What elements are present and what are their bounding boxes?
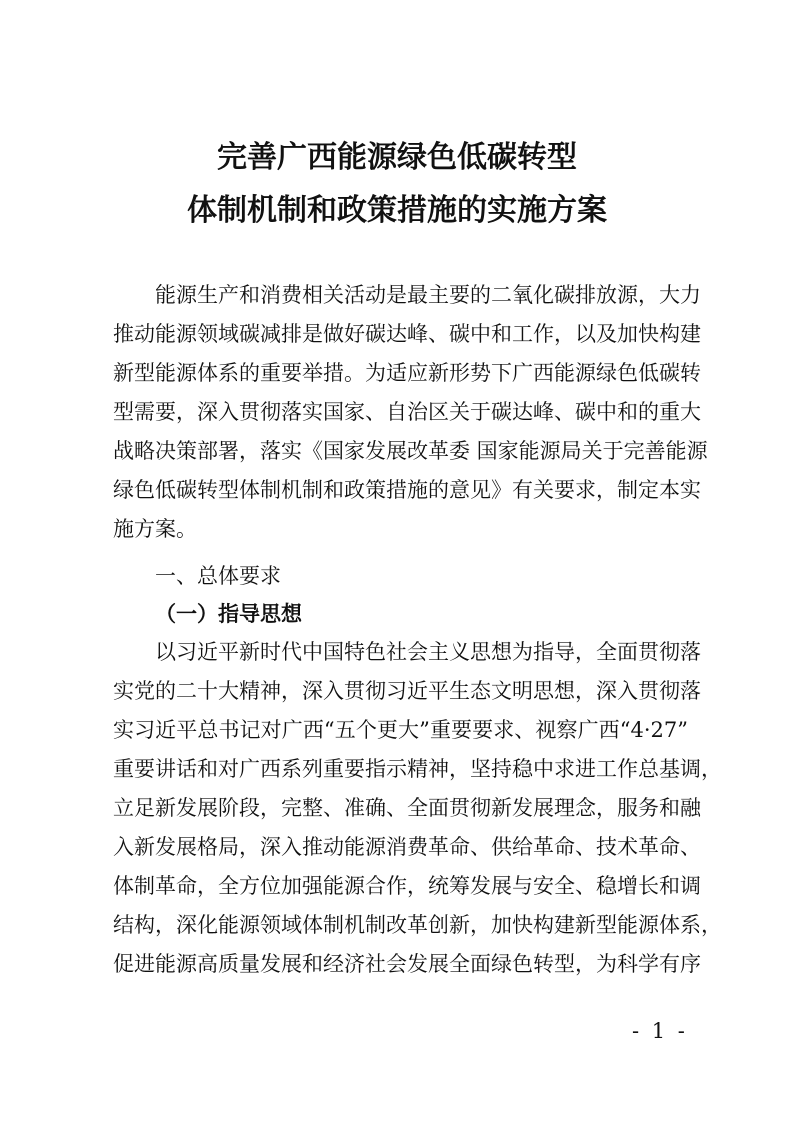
- subsection-heading-guiding-ideology: （一）指导思想: [155, 601, 302, 626]
- body-line: 重要讲话和对广西系列重要指示精神，坚持稳中求进工作总基调，: [113, 757, 722, 781]
- body-line: 实党的二十大精神，深入贯彻习近平生态文明思想，深入贯彻落: [113, 679, 701, 703]
- document-title-line-1: 完善广西能源绿色低碳转型: [217, 140, 577, 175]
- body-line: 促进能源高质量发展和经济社会发展全面绿色转型，为科学有序: [113, 952, 701, 976]
- body-line: 结构，深化能源领域体制机制改革创新，加快构建新型能源体系，: [113, 913, 722, 937]
- intro-line: 施方案。: [113, 517, 197, 541]
- page-number: - 1 -: [632, 1019, 688, 1043]
- intro-line: 新型能源体系的重要举措。为适应新形势下广西能源绿色低碳转: [113, 361, 701, 385]
- body-line: 以习近平新时代中国特色社会主义思想为指导，全面贯彻落: [155, 640, 701, 664]
- body-line: 实习近平总书记对广西“五个更大”重要要求、视察广西“4·27”: [113, 718, 688, 742]
- intro-line: 绿色低碳转型体制机制和政策措施的意见》有关要求，制定本实: [113, 478, 701, 502]
- intro-line: 型需要，深入贯彻落实国家、自治区关于碳达峰、碳中和的重大: [113, 400, 701, 424]
- body-line: 入新发展格局，深入推动能源消费革命、供给革命、技术革命、: [113, 835, 701, 859]
- body-line: 体制革命，全方位加强能源合作，统筹发展与安全、稳增长和调: [113, 874, 701, 898]
- intro-line: 推动能源领域碳减排是做好碳达峰、碳中和工作，以及加快构建: [113, 322, 701, 346]
- body-line: 立足新发展阶段，完整、准确、全面贯彻新发展理念，服务和融: [113, 796, 701, 820]
- intro-paragraph: [113, 276, 708, 549]
- intro-line: 战略决策部署，落实《国家发展改革委 国家能源局关于完善能源: [113, 439, 708, 463]
- guiding-ideology-paragraph: [113, 633, 722, 984]
- document-title-line-2: 体制机制和政策措施的实施方案: [187, 193, 607, 228]
- section-heading-general-requirements: 一、总体要求: [155, 564, 281, 588]
- intro-line: 能源生产和消费相关活动是最主要的二氧化碳排放源，大力: [155, 283, 701, 307]
